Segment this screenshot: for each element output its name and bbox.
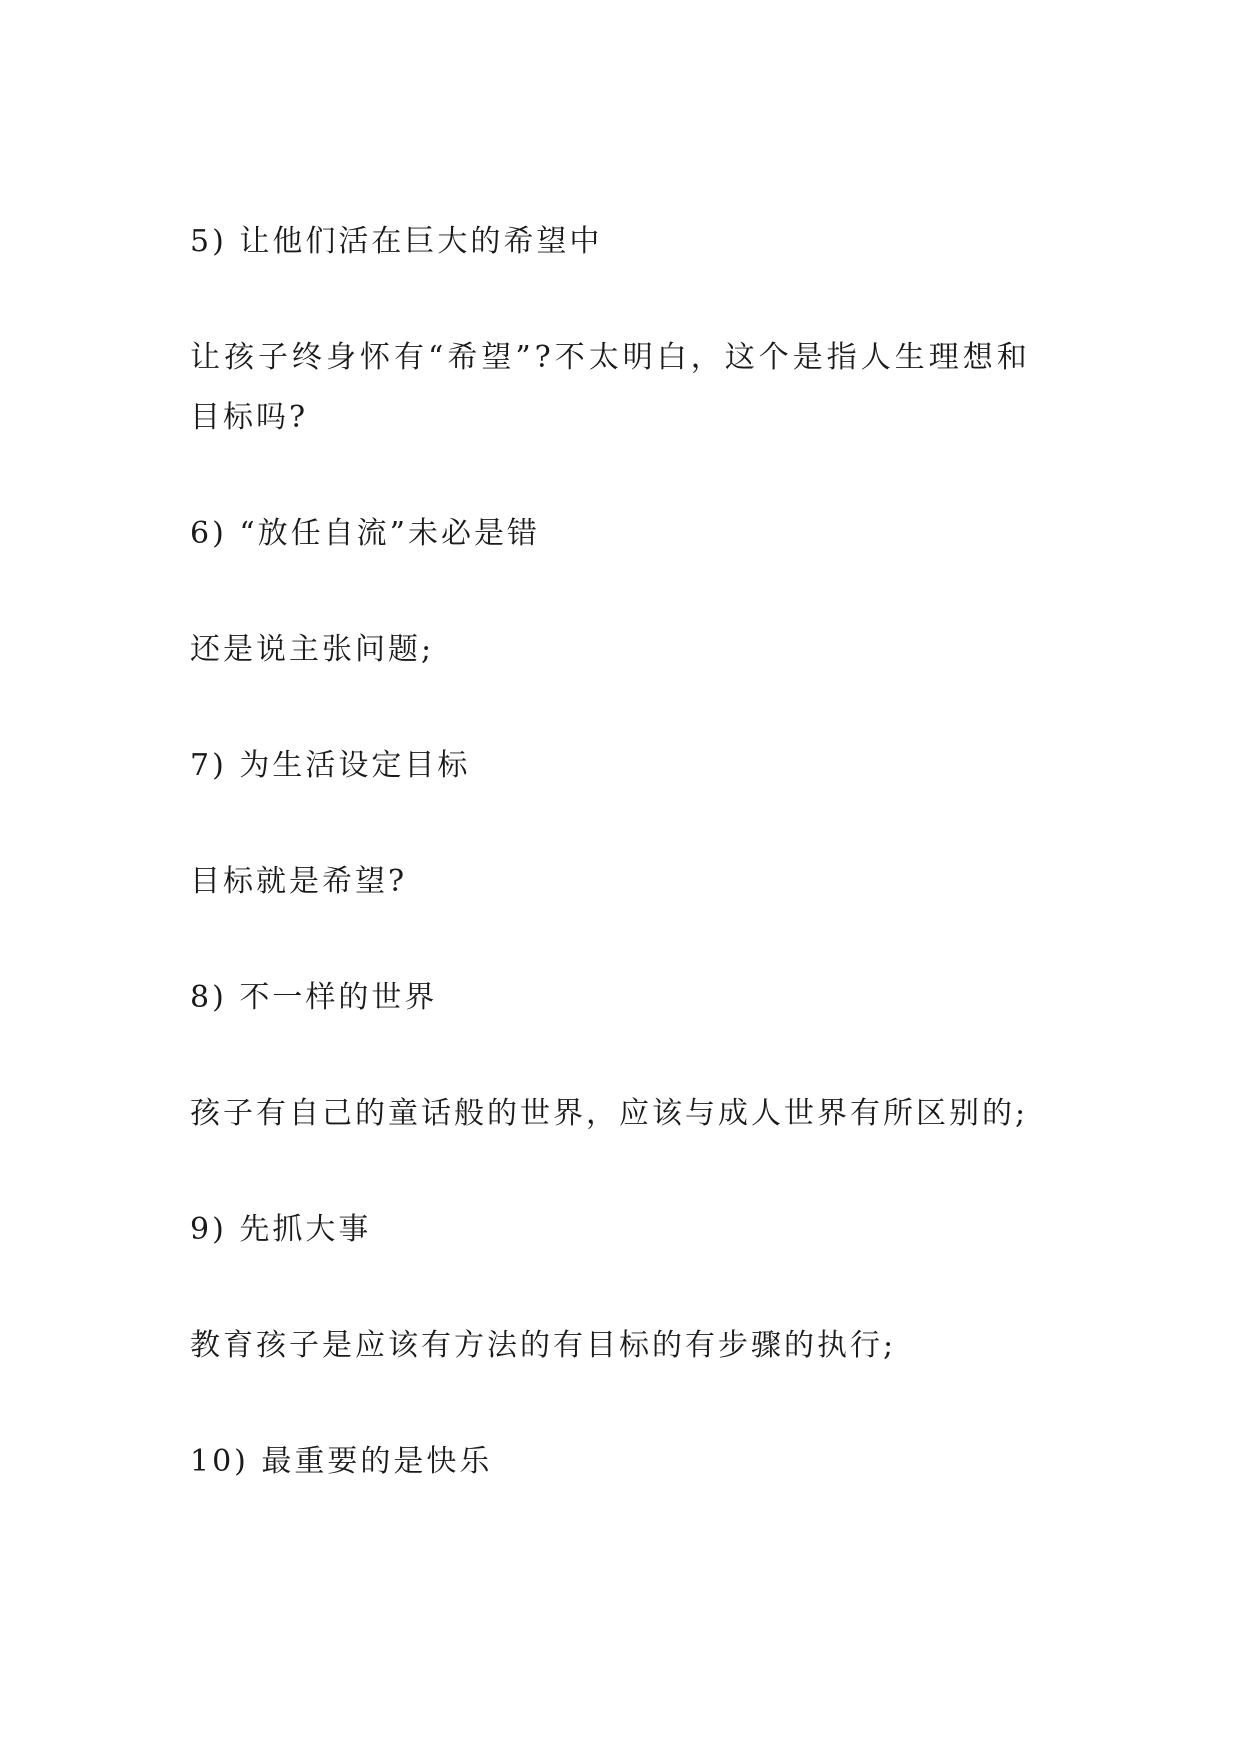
heading-9: 9) 先抓大事 (190, 1212, 372, 1247)
heading-10: 10) 最重要的是快乐 (190, 1444, 493, 1479)
heading-5: 5) 让他们活在巨大的希望中 (190, 224, 603, 259)
paragraph-8: 孩子有自己的童话般的世界，应该与成人世界有所区别的; (190, 1096, 1029, 1131)
heading-6: 6) “放任自流”未必是错 (190, 516, 541, 551)
paragraph-5-line-1: 让孩子终身怀有“希望”?不太明白，这个是指人生理想和 (190, 340, 1031, 375)
heading-8: 8) 不一样的世界 (190, 980, 438, 1015)
paragraph-6: 还是说主张问题; (190, 632, 435, 667)
paragraph-9: 教育孩子是应该有方法的有目标的有步骤的执行; (190, 1328, 897, 1363)
heading-7: 7) 为生活设定目标 (190, 748, 471, 783)
paragraph-7: 目标就是希望? (190, 864, 408, 899)
paragraph-5-line-2: 目标吗? (190, 400, 309, 435)
